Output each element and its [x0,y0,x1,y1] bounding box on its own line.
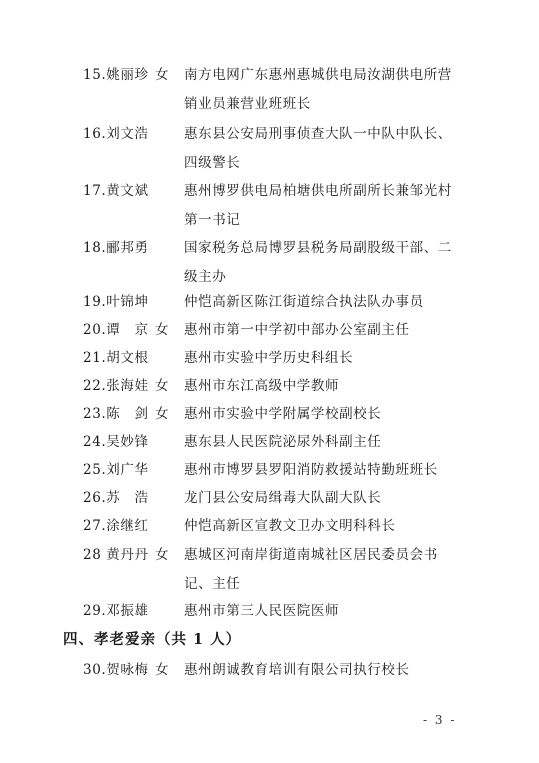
list-item [0,239,539,297]
person-unit-line: 第一书记 [184,212,241,228]
person-unit-line: 销业员兼营业班班长 [184,96,311,112]
person-name: 18.郦邦勇 [83,240,149,256]
person-unit-line: 龙门县公安局缉毒大队副大队长 [184,490,382,506]
person-unit-line: 南方电网广东惠州惠城供电局汝湖供电所营 [184,67,452,83]
section-heading: 四、孝老爱亲（共 1 人） [63,631,242,648]
list-item [0,125,539,183]
list-item [0,182,539,240]
person-name: 25.刘广华 [83,462,149,478]
person-name: 28 黄丹丹 [83,547,149,563]
person-unit-line: 惠城区河南岸街道南城社区居民委员会书 [184,547,438,563]
list-item [0,66,539,124]
person-name: 27.涂继红 [83,518,149,534]
person-unit-line: 惠州市实验中学附属学校副校长 [184,406,382,422]
person-gender: 女 [155,547,170,563]
person-unit-line: 四级警长 [184,155,241,171]
person-gender: 女 [155,322,170,338]
list-item [0,661,539,719]
person-unit-line: 仲恺高新区陈江街道综合执法队办事员 [184,294,424,310]
list-item [0,546,539,604]
person-unit-line: 惠东县公安局刑事侦查大队一中队中队长、 [184,126,452,142]
person-name: 29.邓振雄 [83,603,149,619]
person-name: 23.陈 剑 [83,406,149,422]
person-unit-line: 国家税务总局博罗县税务局副股级干部、二 [184,240,452,256]
person-unit-line: 惠州朗诚教育培训有限公司执行校长 [184,662,410,678]
person-name: 21.胡文根 [83,350,149,366]
person-gender: 女 [155,67,170,83]
person-name: 19.叶锦坤 [83,294,149,310]
person-gender: 女 [155,662,170,678]
person-unit-line: 记、主任 [184,576,241,592]
page-number: - 3 - [423,713,457,727]
person-gender: 女 [155,406,170,422]
person-name: 17.黄文斌 [83,183,149,199]
person-unit-line: 级主办 [184,269,227,285]
person-name: 26.苏 浩 [83,490,149,506]
person-name: 30.贺咏梅 [83,662,149,678]
person-name: 15.姚丽珍 [83,67,149,83]
person-unit-line: 惠州市第一中学初中部办公室副主任 [184,322,410,338]
person-unit-line: 惠州市实验中学历史科组长 [184,350,354,366]
person-unit-line: 惠东县人民医院泌尿外科副主任 [184,434,382,450]
person-unit-line: 惠州博罗供电局柏塘供电所副所长兼邹光村 [184,183,452,199]
person-name: 16.刘文浩 [83,126,149,142]
person-unit-line: 惠州市博罗县罗阳消防救援站特勤班班长 [184,462,438,478]
person-unit-line: 仲恺高新区宣教文卫办文明科科长 [184,518,396,534]
person-unit-line: 惠州市第三人民医院医师 [184,603,340,619]
person-gender: 女 [155,378,170,394]
person-name: 24.吴妙锋 [83,434,149,450]
person-name: 22.张海娃 [83,378,149,394]
person-unit-line: 惠州市东江高级中学教师 [184,378,340,394]
person-name: 20.谭 京 [83,322,149,338]
